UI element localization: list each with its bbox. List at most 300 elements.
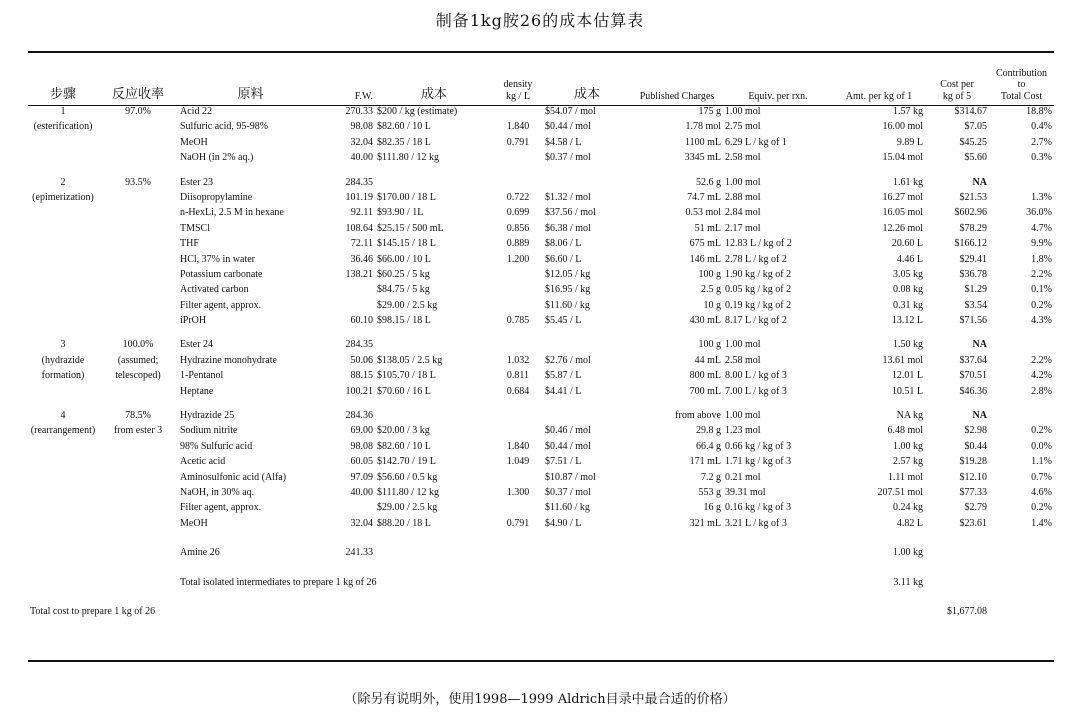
cell-costkg: $36.78 [959,268,987,280]
cell-amt: 1.61 kg [893,176,923,188]
cell-cost: $200 / kg (estimate) [377,106,458,117]
cell-step: 2 [60,176,66,188]
cell-unit: $0.37 / mol [545,486,591,498]
cell-density [493,472,543,487]
cell-contrib: 0.0% [1031,440,1052,452]
bottom-rule [28,660,1054,662]
cell-amt: 10.51 L [891,385,923,397]
cell-equiv: 1.00 mol [725,410,761,422]
cell-amt: 1.50 kg [893,339,923,351]
table-row [28,223,1054,238]
cell-fw: 98.08 [350,121,373,133]
cell-contrib: 2.7% [1031,136,1052,148]
cell-unit: $6.38 / mol [545,222,591,234]
spacer-row [28,401,1054,410]
cell-equiv: 0.16 kg / kg of 3 [725,502,792,514]
cell-costkg: NA [972,176,987,188]
spacer-row [28,533,1054,547]
spacer-cell [28,563,1054,577]
cell-contrib: 4.3% [1031,315,1052,327]
cell-step [28,300,98,315]
cell-amt: 12.26 mol [882,222,923,234]
cell-equiv: 8.17 L / kg of 2 [725,315,787,327]
cell-contrib: 1.4% [1031,517,1052,529]
cell-cost: $111.80 / 12 kg [377,486,440,498]
cell-step [28,137,98,152]
cell-cost: $88.20 / 18 L [377,517,431,529]
table-row [28,472,1054,487]
cell-unit: $10.87 / mol [545,471,596,483]
cell-equiv: 39.31 mol [725,486,766,498]
cell-step [28,577,98,592]
cell-density [493,502,543,517]
cell-equiv: 0.05 kg / kg of 2 [725,284,792,296]
cell-amt: 1.57 kg [893,106,923,117]
cell-amt: 3.05 kg [893,268,923,280]
cell-unit [543,177,631,192]
cell-amt: 12.01 L [891,370,923,382]
cell-yield [98,238,178,253]
cell-cost: $98.15 / 18 L [377,315,431,327]
cell-yield [98,121,178,136]
cell-equiv: 3.21 L / kg of 3 [725,517,787,529]
cell-yield: telescoped) [115,370,161,382]
cell-density: 0.785 [506,315,530,327]
cell-density [493,106,543,121]
cell-contrib: 18.8% [1026,106,1052,117]
cell-step: (rearrangement) [30,425,96,437]
header-unit-cost: 成本 [573,86,600,102]
cell-unit: $54.07 / mol [545,106,596,117]
cell-fw: 50.06 [350,354,373,366]
cell-costkg: $602.96 [954,207,987,219]
cell-equiv: 2.78 L / kg of 2 [725,253,787,265]
table-row [28,518,1054,533]
cell-costkg: $2.79 [964,502,987,514]
cell-contrib: 1.8% [1031,253,1052,265]
total-cost: $1,677.08 [947,605,987,617]
cell-step [28,441,98,456]
cell-unit [543,410,631,425]
cell-cost [375,547,493,562]
cell-cost: $82.35 / 18 L [377,136,431,148]
cell-fw: 97.09 [350,471,373,483]
cell-step: 4 [60,410,66,422]
table-row [28,547,1054,562]
cell-amt: NA kg [896,410,923,422]
cell-step [28,269,98,284]
cell-charge: 52.6 g [696,176,721,188]
cell-fw: 88.15 [350,370,373,382]
cell-costkg: $1.29 [964,284,987,296]
cell-charge: 553 g [698,486,721,498]
cell-material: Potassium carbonate [180,268,263,280]
cell-contrib: 2.2% [1031,268,1052,280]
cell-fw: 98.08 [350,440,373,452]
header-density: density kg / L [503,79,533,102]
cell-material: Filter agent, approx. [180,299,262,311]
table-row [28,254,1054,269]
cell-costkg: $3.54 [964,299,987,311]
cell-unit [543,547,631,562]
cell-amt: 16.05 mol [882,207,923,219]
cell-equiv: 1.90 kg / kg of 2 [725,268,792,280]
spacer-row [28,563,1054,577]
cell-unit: $8.06 / L [545,238,582,250]
table-row [28,207,1054,222]
cell-unit: $0.37 / mol [545,152,591,164]
cell-density [493,339,543,354]
cell-equiv: 1.00 mol [725,176,761,188]
cell-cost: $105.70 / 18 L [377,370,436,382]
header-yield: 反应收率 [111,86,164,102]
table-row [28,152,1054,167]
cell-unit: $37.56 / mol [545,207,596,219]
cell-fw: 92.11 [350,207,373,219]
cell-material: Heptane [180,385,214,397]
cell-equiv: 7.00 L / kg of 3 [725,385,787,397]
cell-costkg: $166.12 [954,238,987,250]
header-row [28,56,1054,106]
cell-yield [98,254,178,269]
cell-unit: $12.05 / kg [545,268,591,280]
header-cost: 成本 [420,86,447,102]
cell-yield [98,284,178,299]
cell-fw [323,300,375,315]
cell-contrib [989,339,1054,354]
cell-fw: 284.35 [345,176,373,188]
table-row [28,577,1054,592]
spacer-cell [28,168,1054,177]
cell-yield [98,502,178,517]
cell-costkg: $78.29 [959,222,987,234]
page-title: 制备1kg胺26的成本估算表 [435,11,645,30]
cell-fw: 241.33 [345,547,373,559]
cell-density [493,284,543,299]
cell-material: THF [180,238,199,250]
header-step: 步骤 [49,86,76,102]
cell-costkg: $7.05 [964,121,987,133]
cell-fw: 40.00 [350,152,373,164]
cell-fw: 284.35 [345,339,373,351]
cell-equiv: 2.75 mol [725,121,761,133]
cell-yield [98,207,178,222]
table-row [28,502,1054,517]
cell-material: Ester 24 [180,339,214,351]
cell-equiv: 2.58 mol [725,354,761,366]
cell-amt: 1.00 kg [893,547,923,559]
spacer-row [28,168,1054,177]
spacer-cell [28,401,1054,410]
cell-costkg: $71.56 [959,315,987,327]
cell-contrib: 0.2% [1031,502,1052,514]
cell-equiv: 2.17 mol [725,222,761,234]
cell-amt: 207.51 mol [877,486,923,498]
table-row [28,456,1054,471]
cell-costkg: $2.98 [964,425,987,437]
cell-costkg: $29.41 [959,253,987,265]
cell-step [28,284,98,299]
cell-material: Ester 23 [180,176,214,188]
cell-density: 1.840 [506,121,530,133]
cell-unit: $16.95 / kg [545,284,591,296]
cell-density: 1.300 [506,486,530,498]
cell-amt: 9.89 L [896,136,923,148]
cell-step [28,456,98,471]
cell-material: Aminosulfonic acid (Alfa) [180,471,287,483]
cell-yield [98,315,178,330]
cell-density: 0.722 [506,191,530,203]
cell-contrib: 4.6% [1031,486,1052,498]
cell-charge: from above [675,410,721,422]
cell-unit: $0.44 / mol [545,121,591,133]
cell-charge: 44 mL [694,354,721,366]
cell-charge: 3345 mL [684,152,721,164]
cell-costkg [925,547,989,562]
cell-fw: 108.64 [345,222,373,234]
cell-yield [98,223,178,238]
table-row [28,425,1054,440]
table-row [28,370,1054,385]
header-published: Published Charges [639,90,715,102]
cell-material: Sodium nitrite [180,425,238,437]
cell-costkg: $12.10 [959,471,987,483]
cell-equiv [723,547,833,562]
cell-yield [98,386,178,401]
table-row [28,487,1054,502]
cell-charge: 51 mL [694,222,721,234]
cell-charge: 430 mL [689,315,721,327]
cell-step [28,223,98,238]
cell-cost: $82.60 / 10 L [377,440,431,452]
table-row [28,121,1054,136]
cell-equiv: 8.00 L / kg of 3 [725,370,787,382]
cell-fw: 138.21 [345,268,373,280]
table-row [28,410,1054,425]
cell-amt: 16.27 mol [882,191,923,203]
table-row [28,238,1054,253]
cell-fw: 69.00 [350,425,373,437]
cell-material: Amine 26 [180,547,220,559]
cell-density: 1.049 [506,456,530,468]
table-row [28,300,1054,315]
spacer-row [28,330,1054,339]
cell-density: 0.889 [506,238,530,250]
cell-unit: $7.51 / L [545,456,582,468]
cell-cost [375,410,493,425]
table-row [28,355,1054,370]
cell-charge: 171 mL [689,456,721,468]
cell-contrib: 2.2% [1031,354,1052,366]
cell-cost: $82.60 / 10 L [377,121,431,133]
cell-contrib: 1.1% [1031,456,1052,468]
cell-density [493,300,543,315]
cell-yield [98,269,178,284]
table-row [28,192,1054,207]
cell-fw [323,502,375,517]
cell-costkg: $23.61 [959,517,987,529]
cell-step: 3 [60,339,66,351]
cell-equiv: 0.19 kg / kg of 2 [725,299,792,311]
table-row [28,386,1054,401]
cell-cost [375,339,493,354]
cell-unit: $6.60 / L [545,253,582,265]
cell-density [493,177,543,192]
cell-yield: 93.5% [125,176,151,188]
cell-charge: 1100 mL [684,136,721,148]
cell-costkg: $45.25 [959,136,987,148]
cell-step [28,207,98,222]
cell-costkg: $21.53 [959,191,987,203]
cell-fw: 270.33 [345,106,373,117]
cell-unit: $1.32 / mol [545,191,591,203]
cell-cost: $25.15 / 500 mL [377,222,444,234]
cell-fw [323,284,375,299]
cell-contrib: 0.2% [1031,299,1052,311]
table-row [28,284,1054,299]
cell-density: 1.840 [506,440,530,452]
cell-step [28,502,98,517]
cell-costkg: $70.51 [959,370,987,382]
cell-costkg: $19.28 [959,456,987,468]
cell-charge: 2.5 g [701,284,721,296]
cell-yield [98,192,178,207]
cell-cost: $66.00 / 10 L [377,253,431,265]
cell-fw: 60.05 [350,456,373,468]
cell-costkg: NA [972,410,987,422]
cell-cost: $111.80 / 12 kg [377,152,440,164]
cost-table [28,56,1054,624]
cell-charge: 800 mL [689,370,721,382]
table-cell [989,606,1054,624]
cell-step [28,238,98,253]
cell-contrib [989,547,1054,562]
cell-step: (esterification) [33,121,93,133]
cell-material: Hydrazide 25 [180,410,235,422]
cell-density: 0.699 [506,207,530,219]
cell-yield: 78.5% [125,410,151,422]
table-row [28,269,1054,284]
cell-fw: 284.36 [345,410,373,422]
cell-fw: 100.21 [345,385,373,397]
cell-cost: $70.60 / 16 L [377,385,431,397]
cell-yield: (assumed; [117,354,159,366]
cell-contrib: 0.3% [1031,152,1052,164]
cell-material: Sulfuric acid, 95-98% [180,121,269,133]
cell-step [28,386,98,401]
cell-contrib: 4.2% [1031,370,1052,382]
cell-step [28,547,98,562]
table-row [28,137,1054,152]
table-row [28,339,1054,354]
cell-step [28,152,98,167]
header-equiv: Equiv. per rxn. [748,90,808,102]
cell-material: Activated carbon [180,284,249,296]
cell-material: Hydrazine monohydrate [180,354,277,366]
cell-yield: 97.0% [125,106,151,117]
cell-cost: $93.90 / 1L [377,207,424,219]
cell-yield [98,577,178,592]
spacer-row [28,592,1054,606]
cell-step [28,315,98,330]
cell-amt: 15.04 mol [882,152,923,164]
cell-contrib: 0.2% [1031,425,1052,437]
cell-material: 1-Pentanol [180,370,224,382]
cell-unit [543,339,631,354]
cell-step [28,472,98,487]
cell-density: 0.791 [506,517,530,529]
cell-contrib: 0.7% [1031,471,1052,483]
cell-amt: 6.48 mol [887,425,923,437]
top-rule [28,51,1054,53]
cell-contrib [989,577,1054,592]
cell-cost: $84.75 / 5 kg [377,284,430,296]
header-material: 原料 [237,86,264,102]
cell-unit: $11.60 / kg [545,502,590,514]
cell-density: 0.791 [506,136,530,148]
cell-material: NaOH (in 2% aq.) [180,152,254,164]
table-row [28,441,1054,456]
cell-charge: 0.53 mol [685,207,721,219]
cell-material: iPrOH [180,315,207,327]
cell-charge: 10 g [703,299,721,311]
table-body [28,106,1054,624]
cell-costkg: $5.60 [964,152,987,164]
cell-yield [98,300,178,315]
cell-material: NaOH, in 30% aq. [180,486,255,498]
cell-material: Acid 22 [180,106,212,117]
cell-material: Filter agent, approx. [180,502,262,514]
cell-equiv: 0.21 mol [725,471,761,483]
cell-yield [98,487,178,502]
spacer-cell [28,330,1054,339]
cell-step [28,254,98,269]
cell-material: 98% Sulfuric acid [180,440,253,452]
cell-cost: $138.05 / 2.5 kg [377,354,443,366]
cell-material: n-HexLi, 2.5 M in hexane [180,207,284,219]
cell-equiv: 1.00 mol [725,339,761,351]
cell-fw: 40.00 [350,486,373,498]
cell-density [493,152,543,167]
cell-yield: from ester 3 [113,425,163,437]
cell-costkg: NA [972,339,987,351]
cell-material: MeOH [180,517,208,529]
cell-density [493,269,543,284]
cell-density: 0.856 [506,222,530,234]
cell-density: 1.200 [506,253,530,265]
cell-fw: 32.04 [350,517,373,529]
cell-unit: $4.90 / L [545,517,582,529]
cell-unit: $4.41 / L [545,385,582,397]
cell-step: (hydrazide [41,354,85,366]
cell-cost: $60.25 / 5 kg [377,268,430,280]
cell-yield [98,441,178,456]
footnote: （除另有说明外，使用1998—1999 Aldrich目录中最合适的价格） [344,692,736,707]
cell-charge: 29.8 g [696,425,721,437]
cell-equiv: 12.83 L / kg of 2 [725,238,792,250]
cell-costkg: $77.33 [959,486,987,498]
header-cost-per-kg: Cost per kg of 5 [940,79,974,102]
cell-material: TMSCl [180,222,211,234]
cell-charge: 100 g [698,339,721,351]
cell-unit: $11.60 / kg [545,299,590,311]
cell-step: (epimerization) [32,191,94,203]
header-amt: Amt. per kg of 1 [845,90,913,102]
cell-charge: 175 g [698,106,721,117]
cell-fw: 72.11 [350,238,373,250]
cell-cost: $29.00 / 2.5 kg [377,299,438,311]
cell-fw: 60.10 [350,315,373,327]
